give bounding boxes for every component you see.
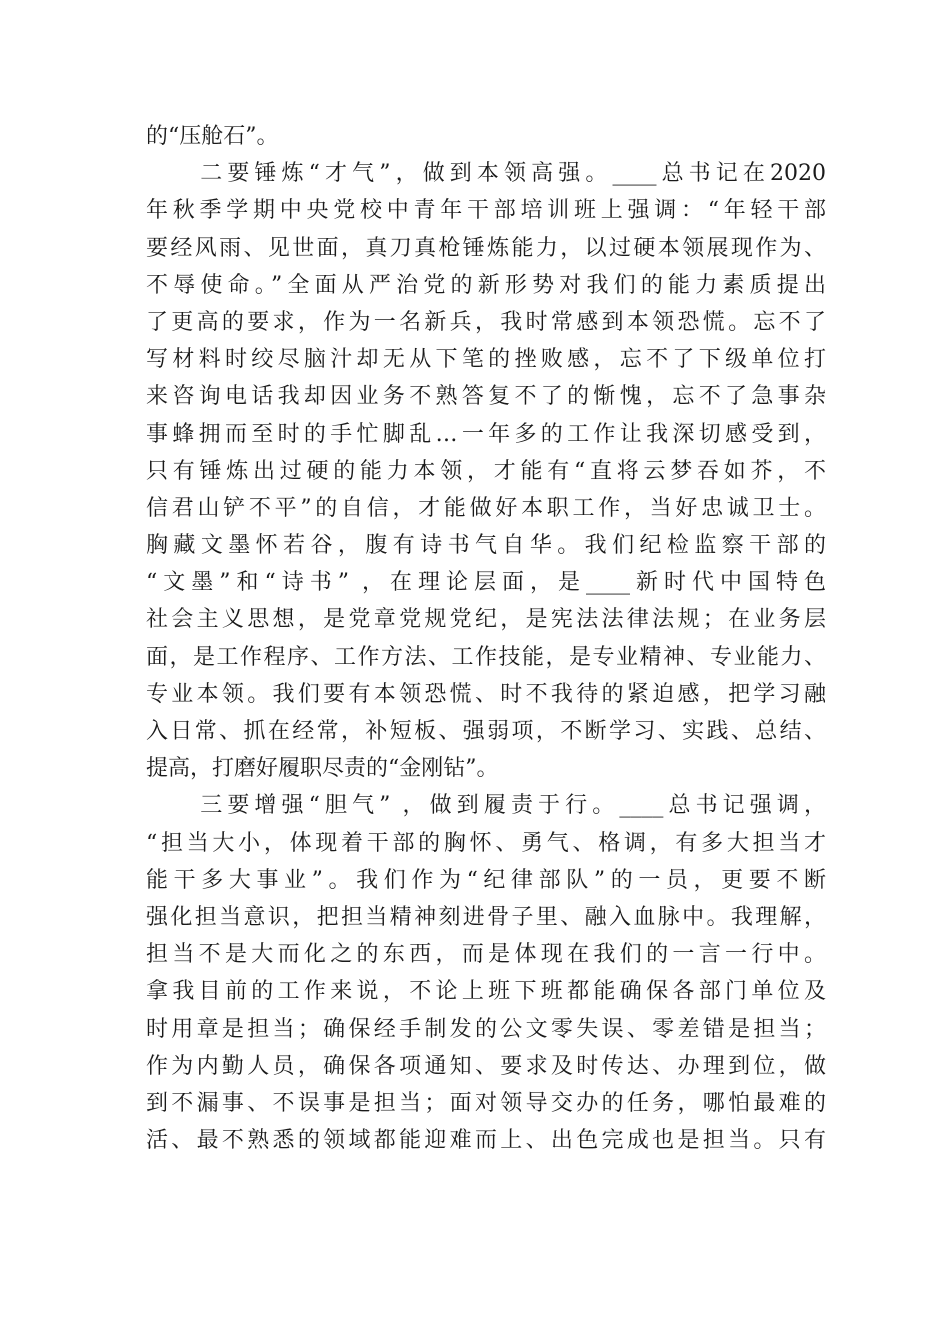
text-line: 事蜂拥而至时的手忙脚乱…一年多的工作让我深切感受到， — [146, 421, 826, 447]
text-line: 拿我目前的工作来说，不论上班下班都能确保各部门单位及 — [146, 979, 826, 1005]
body-text — [146, 118, 826, 1159]
text-line: 入日常、抓在经常，补短板、强弱项，不断学习、实践、总结、 — [146, 719, 826, 744]
text-line: 强化担当意识，把担当精神刻进骨子里、融入血脉中。我理解， — [146, 904, 826, 930]
text-line: 信君山铲不平”的自信，才能做好本职工作，当好忠诚卫士。 — [146, 495, 826, 521]
text-line: 面，是工作程序、工作方法、工作技能，是专业精神、专业能力、 — [146, 644, 826, 670]
text-line: 专业本领。我们要有本领恐慌、时不我待的紧迫感，把学习融 — [146, 681, 826, 707]
text-line: 时用章是担当；确保经手制发的公文零失误、零差错是担当； — [146, 1016, 826, 1042]
text-line: 作为内勤人员，确保各项通知、要求及时传达、办理到位，做 — [146, 1053, 826, 1079]
text-line: 胸藏文墨怀若谷，腹有诗书气自华。我们纪检监察干部的 — [146, 533, 826, 559]
text-line: 年秋季学期中央党校中青年干部培训班上强调：“年轻干部 — [146, 198, 826, 224]
text-line: 写材料时绞尽脑汁却无从下笔的挫败感，忘不了下级单位打 — [146, 347, 826, 373]
text-line: 不辱使命。”全面从严治党的新形势对我们的能力素质提出 — [146, 272, 826, 298]
text-line: 二要锤炼“才气”，做到本领高强。____总书记在2020 — [146, 161, 826, 187]
text-line: 提高，打磨好履职尽责的“金刚钻”。 — [146, 756, 499, 782]
text-line: 能干多大事业”。我们作为“纪律部队”的一员，更要不断 — [146, 867, 826, 893]
text-line: “文墨”和“诗书” ，在理论层面，是____新时代中国特色 — [146, 570, 826, 596]
text-line: 来咨询电话我却因业务不熟答复不了的惭愧，忘不了急事杂 — [146, 384, 826, 410]
text-line: 到不漏事、不误事是担当；面对领导交办的任务，哪怕最难的 — [146, 1090, 826, 1116]
text-line: 社会主义思想，是党章党规党纪，是宪法法律法规；在业务层 — [146, 607, 826, 633]
text-line: 要经风雨、见世面，真刀真枪锤炼能力，以过硬本领展现作为、 — [146, 235, 826, 261]
text-line: 担当不是大而化之的东西，而是体现在我们的一言一行中。 — [146, 942, 826, 968]
text-line: 了更高的要求，作为一名新兵，我时常感到本领恐慌。忘不了 — [146, 309, 826, 335]
text-line: 活、最不熟悉的领域都能迎难而上、出色完成也是担当。只有 — [146, 1128, 826, 1154]
text-line: 的“压舱石”。 — [146, 124, 279, 149]
text-line: 三要增强“胆气” ，做到履责于行。____总书记强调， — [146, 793, 826, 819]
text-line: 只有锤炼出过硬的能力本领，才能有“直将云梦吞如芥，不 — [146, 458, 826, 484]
text-line: “担当大小，体现着干部的胸怀、勇气、格调，有多大担当才 — [146, 830, 826, 856]
